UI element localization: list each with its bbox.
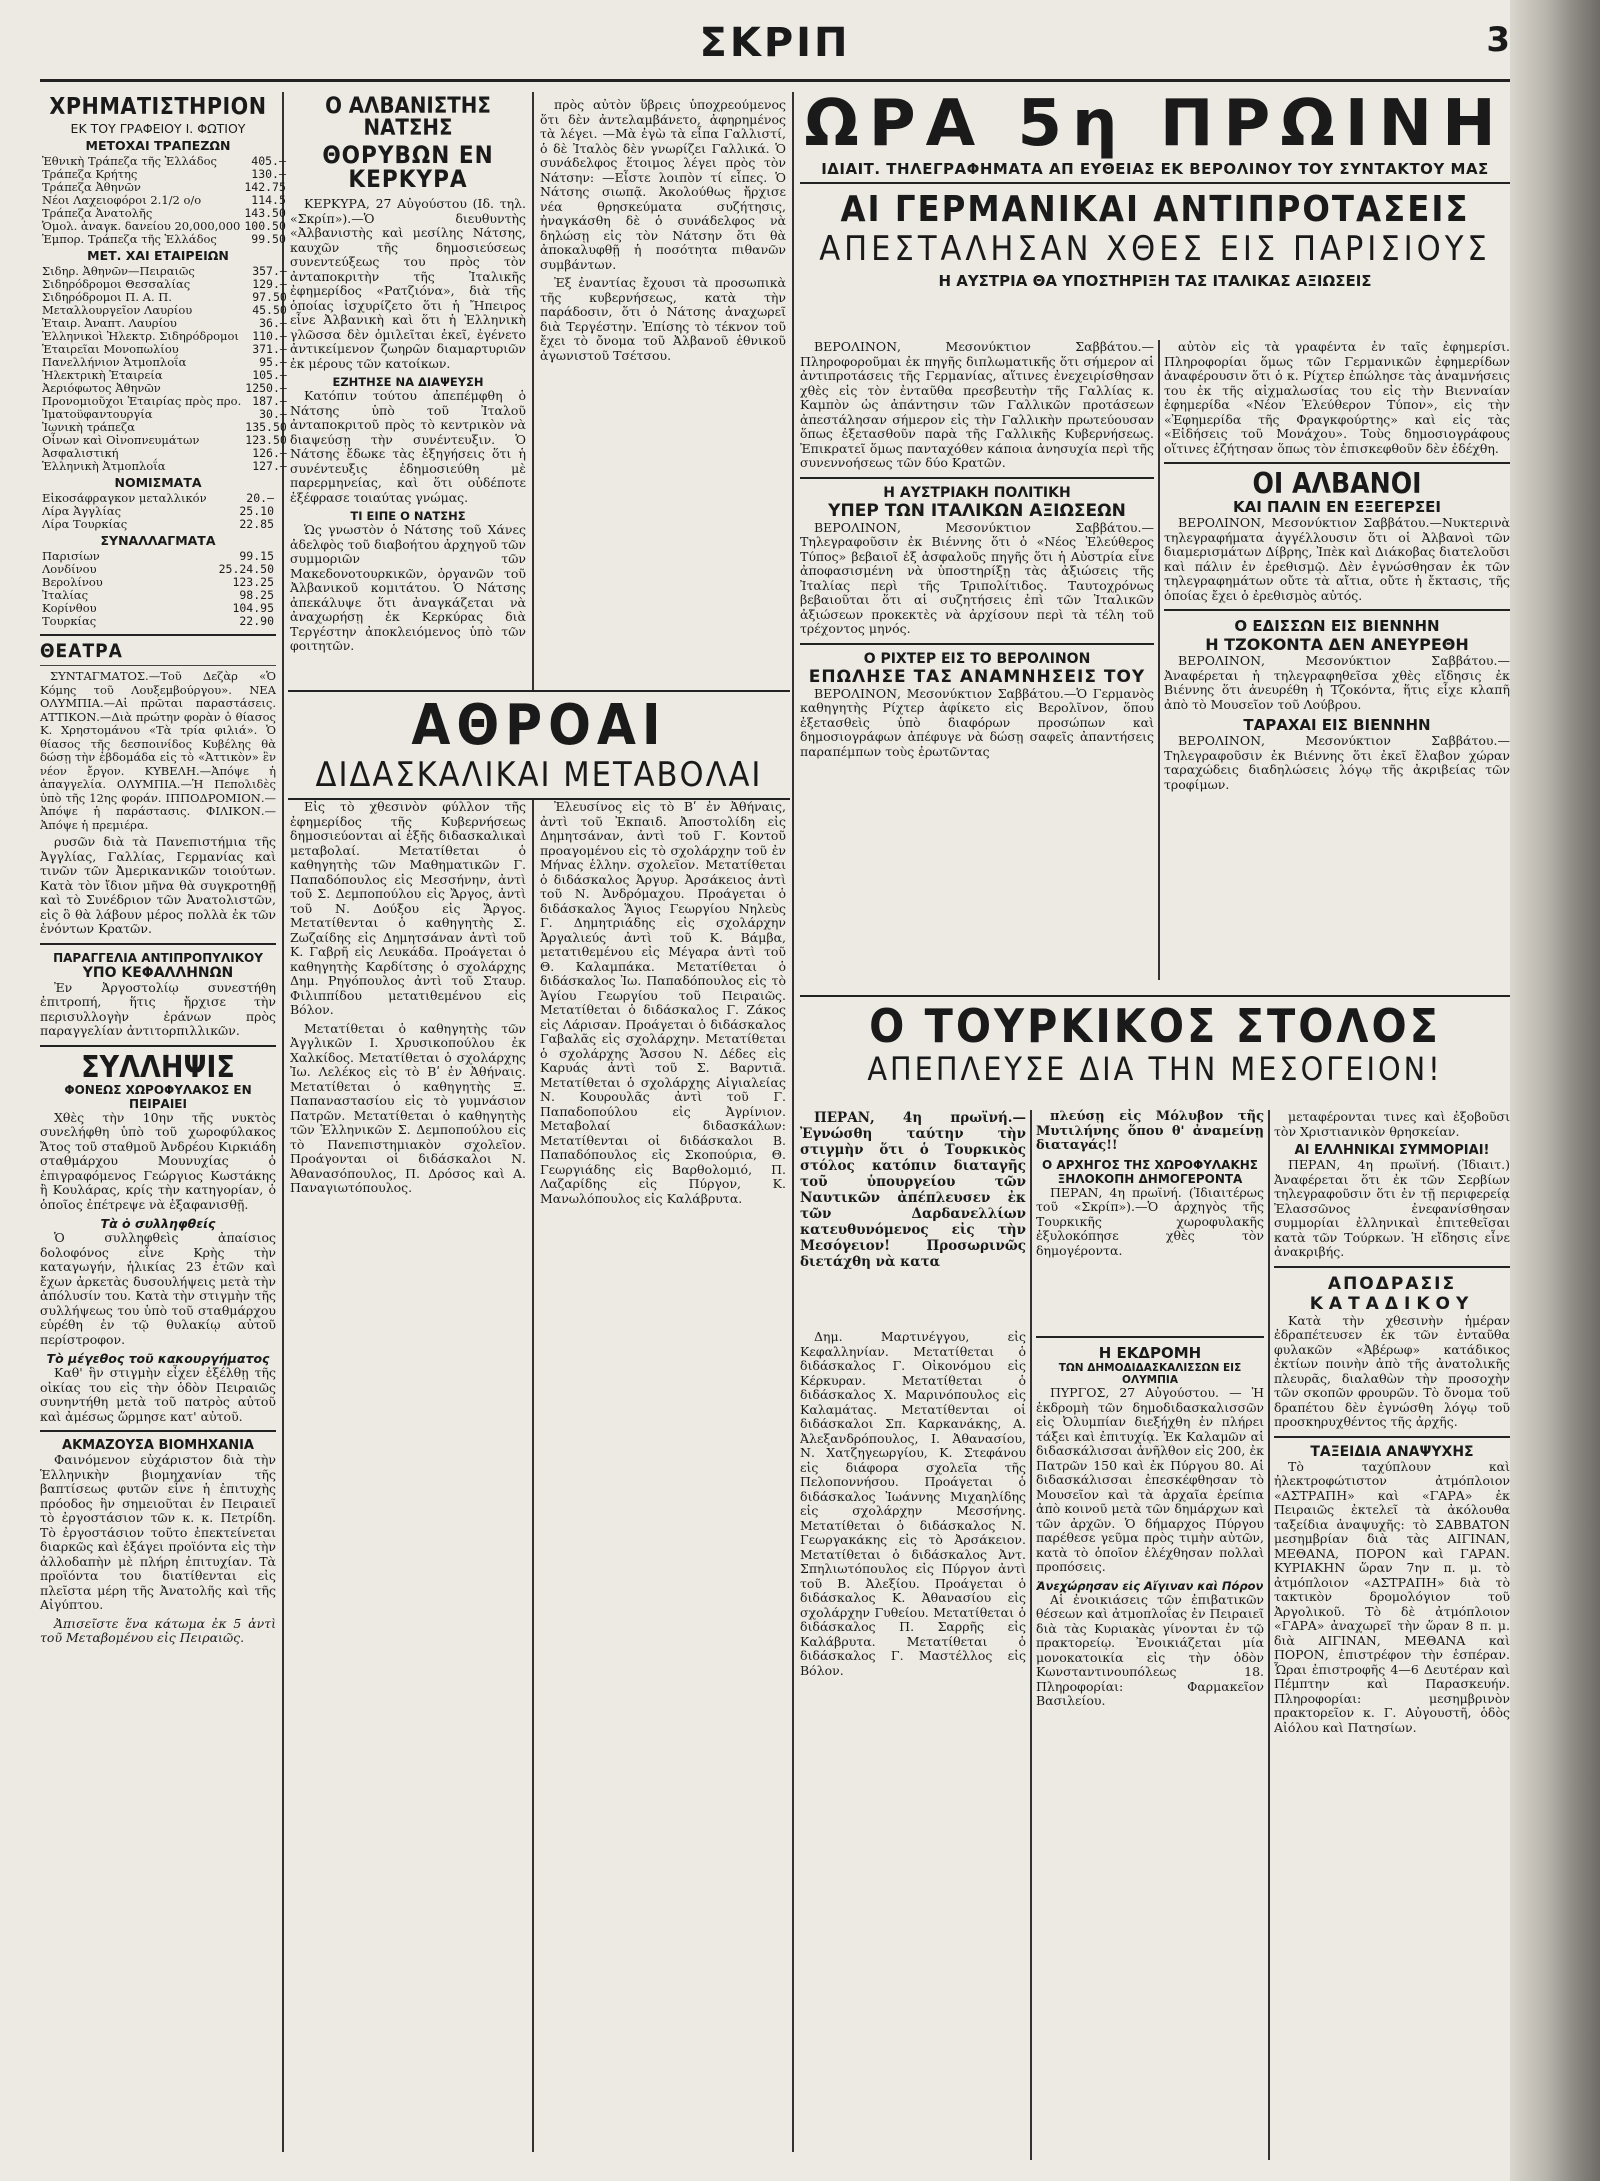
column-3 (540, 90, 786, 730)
company-rate-row-label: Ἑλληνικὴ Ἀτμοπλοΐα (42, 459, 166, 473)
exchange-row-value: 123.25 (232, 575, 274, 589)
fleet-headline-box (800, 995, 1510, 1088)
fleet-right-body: μεταφέρονται τινες καὶ ἐξοβοῦσι τὸν Χριστιανικὸν θρησκείαν. (1274, 1109, 1510, 1139)
tobacco-subtitle: Τὸ μέγεθος τοῦ κακουργήματος (46, 1351, 270, 1366)
company-rate-row-label: Ἰματοϋφαντουργία (42, 407, 153, 421)
industry-title: ΑΚΜΑΖΟΥΣΑ ΒΙΟΜΗΧΑΝΙΑ (62, 1438, 254, 1453)
column-rule-5 (1030, 1110, 1032, 2160)
exchange-row-label: Κορίνθου (42, 601, 97, 615)
bank-rate-row-value: 142.75 (244, 180, 286, 194)
gendarmerie-subtitle: ΞΗΛΟΚΟΠΗ ΔΗΜΟΓΕΡΟΝΤΑ (1057, 1171, 1243, 1186)
shipping-title: Ἀνεχώρησαν εἰς Αἴγιναν καὶ Πόρον (1036, 1578, 1264, 1593)
exchange-row-label: Παρισίων (42, 549, 100, 563)
trip-title: Η ΕΚΔΡΟΜΗ (1098, 1344, 1202, 1362)
albanians-title: ΟΙ ΑΛΒΑΝΟΙ (1252, 467, 1422, 500)
austria-subtitle: ΥΠΕΡ ΤΩΝ ΙΤΑΛΙΚΩΝ ΑΞΙΩΣΕΩΝ (828, 500, 1126, 521)
currency-row-label: Λίρα Ἀγγλίας (42, 504, 122, 518)
teachers-column-b (540, 800, 786, 2160)
column-1 (40, 90, 287, 2160)
company-rate-row-label: Σιδηρ. Ἀθηνῶν—Πειραιῶς (42, 264, 195, 278)
bank-rate-row-label: Ἐμπορ. Τράπεζα τῆς Ἑλλάδος (42, 232, 217, 246)
natsis-body: ΚΕΡΚΥΡΑ, 27 Αὐγούστου (Ιδ. τηλ. «Σκρίπ»).—Ὁ διευθυντὴς «Ἀλβανιστὴς καὶ μεσίλης Νάτσης, καυχῶν τῆς δημοσιεύσεως συνεντεύξεως του πρὸς τὸν ἀνταποκριτὴν τῆς Ἰταλικῆς ἐφημερίδος «Ρατζιόνα», διὰ τῆς ὁποίας ἰσχυρίζετο ὅτι ἡ Ἤπειρος εἶνε Ἀλβανικὴ καὶ ὅτι ἡ Ἑλληνικὴ γλῶσσα δὲν ὁμιλεῖται ἐκεῖ, ἐγένετο ἀντικείμενον ζωηρῶν διαμαρτυριῶν ἐκ μέρους τῶν κατοίκων. (290, 196, 526, 371)
natsis-continued: πρὸς αὐτὸν ὕβρεις ὑποχρεούμενος ὅτι δὲν ἀντελαμβάνετο, ἀφηρημένος τὰ λέγει. —Μὰ ἐγὼ τὰ εἶπα Γαλλιστί, ὁ δὲ Ἰταλὸς δὲν γνωρίζει Γαλλικά. Ὁ συνάδελφος ἕτοιμος λέγει πρὸς τὸν Νάτσην: —Εἶστε λοιπὸν τί εἶπες. Ὁ Νάτσης σιωπᾷ. Ἀκολούθως ἤρχισε νέα θρησκεύματα συζήτησις, ἠναγκάσθη δὲ ὁ συνάδελφος νὰ δηλώσῃ εἰς τὸν Νάτσην ὅτι θὰ ἀποκαλυφθῇ ἡ ποσότητα πιθανῶν συμβάντων. (540, 97, 786, 272)
company-rate-row-value: 126.— (252, 446, 287, 460)
escape-title: ΑΠΟΔΡΑΣΙΣ (1327, 1273, 1457, 1294)
albanians-body: ΒΕΡΟΛΙΝΟΝ, Μεσονύκτιον Σαββάτου.—Νυκτερινὰ τηλεγραφήματα ἀγγέλλουσιν ὅτι οἱ Ἀλβανοὶ τῶν διαμερισμάτων Δίβρης, Ἰπὲκ καὶ Διάκοβας διατελοῦσι καὶ πάλιν ἐν ἐρεθισμῷ. Δὲν ἐγνώσθησαν ἐκ τῶν τηλεγραφημάτων οὔτε τὰ αἴτια, οὔτε ἡ ἔκτασις, τῆς ὁποίας ἔχει ὁ ἐρεθισμὸς αὐτός. (1164, 515, 1510, 603)
company-rate-row-label: Σιδηρόδρομοι Π. Α. Π. (42, 290, 172, 304)
bank-rates-table (40, 155, 288, 246)
exchange-row-label: Βερολίνου (42, 575, 103, 589)
fleet-title: Ο ΤΟΥΡΚΙΚΟΣ ΣΤΟΛΟΣ (869, 999, 1441, 1053)
bank-rate-row-value: 100.50 (244, 219, 286, 233)
vienna-title: ΤΑΡΑΧΑΙ ΕΙΣ ΒΙΕΝΝΗΝ (1243, 716, 1431, 734)
company-rate-row-label: Ἑλληνικοὶ Ἠλεκτρ. Σιδηρόδρομοι (42, 329, 239, 343)
masthead-rule (40, 79, 1510, 82)
theatre-title: ΘΕΑΤΡΑ (40, 640, 123, 662)
bank-rate-row-value: 130.— (251, 167, 286, 181)
company-rate-row (40, 460, 289, 473)
exchange-row (40, 615, 276, 628)
prefecture-subtitle: ΥΠΟ ΚΕΦΑΛΛΗΝΩΝ (82, 964, 234, 981)
trip-body: ΠΥΡΓΟΣ, 27 Αὐγούστου. — Ἡ ἐκδρομὴ τῶν δημοδιδασκαλισσῶν εἰς Ὀλυμπίαν διεξήχθη ἐν πλήρει τάξει καὶ ἐπιτυχίᾳ. Ἐκ Καλαμῶν αἱ διδασκάλισσαι ἀνῆλθον εἰς 200, ἐκ Πατρῶν 150 καὶ ἐκ Πύργου 80. Αἱ διδασκάλισσαι ἐπεσκέφθησαν τὸ Μουσεῖον καὶ τὰ ἀρχαῖα ἐρείπια ἀπὸ κοινοῦ μετὰ τῶν δημάρχων καὶ τῶν ἀρχῶν. Ὁ δήμαρχος Πύργου παρέθεσε γεῦμα πρὸς τιμὴν αὐτῶν, κατὰ τὸ ὁποῖον ἐλέχθησαν πολλαὶ προπόσεις. (1036, 1385, 1264, 1574)
banks-section-title: ΜΕΤΟΧΑΙ ΤΡΑΠΕΖΩΝ (85, 138, 231, 153)
exchange-row-label: Λονδίνου (42, 562, 97, 576)
column-4 (800, 340, 1154, 980)
theatre-more: ρυσῶν διὰ τὰ Πανεπιστήμια τῆς Ἀγγλίας, Γαλλίας, Γερμανίας καὶ τινῶν τῶν Ἀμερικανικῶν τοιούτων. Κατὰ τὸν ἴδιον μῆνα θὰ συγκροτηθῇ καὶ τὸ Συνέδριον τῶν Ἀνατολιστῶν, εἰς ὃ θὰ λάβουν μέρος πολλὰ ἐκ τῶν ἐνόντων Κρατῶν. (40, 834, 276, 936)
bank-rate-row-label: Τράπεζα Ἀθηνῶν (42, 180, 141, 194)
company-rate-row-label: Μεταλλουργεῖον Λαυρίου (42, 303, 193, 317)
prefecture-body: Ἐν Ἀργοστολίῳ συνεστήθη ἐπιτροπή, ἥτις ἤρχισε τὴν περισυλλογὴν ἐράνων πρὸς παραγγελίαν ἀντιτορπιλλικῶν. (40, 979, 276, 1038)
teachers-title: ΑΘΡΟΑΙ (411, 693, 667, 758)
escape-subtitle: ΚΑΤΑΔΙΚΟΥ (1309, 1293, 1475, 1314)
richter-continued: αὐτὸν εἰς τὰ γραφέντα ἐν ταῖς ἐφημερίσι. Πληροφορίαι ὅμως τῶν Γερμανικῶν ἐφημερίδων ἀναφέρουσιν ὅτι ὁ κ. Ρίχτερ ἐπώλησε τὰς ἀναμνήσεις του ἐκ τῆς αἰχμαλωσίας του εἰς τὴν Βιενναίαν ἐφημερίδα «Νέον Ἐλεύθερον Τύπον», εἰς τὴν «Ἐφημερίδα τῆς Φραγκφούρτης» καὶ εἰς τὰς «Εἰδήσεις τοῦ Μονάχου». Τοὺς δημοσιογράφους οἵτινες ἐζήτησαν ὅπως τὸν ἐπισκεφθοῦν δὲν ἐδέχθη. (1164, 339, 1510, 456)
company-rate-row-label: Ἑταιρ. Ἀναπτ. Λαυρίου (42, 316, 177, 330)
austria-title: Η ΑΥΣΤΡΙΑΚΗ ΠΟΛΙΤΙΚΗ (883, 484, 1071, 501)
signature-line: Ἀπισεῖστε ἕνα κάτωμα ἐκ 5 ἀντὶ τοῦ Μεταβομένου εἰς Πειραιῶς. (40, 1615, 276, 1645)
company-rate-row-label: Σιδηρόδρομοι Θεσσαλίας (42, 277, 191, 291)
company-rate-row-value: 105.— (252, 368, 287, 382)
company-rate-row-value: 97.50 (252, 290, 287, 304)
currency-section-title: ΝΟΜΙΣΜΑΤΑ (114, 475, 202, 490)
exchange-row-label: Ἰταλίας (42, 588, 89, 602)
column-5-top (1164, 340, 1510, 980)
arrests-detail: Ὁ συλληφθεὶς ἀπαίσιος δολοφόνος εἶνε Κρὴς τὴν καταγωγήν, ἡλικίας 23 ἐτῶν καὶ ἔχων ἀρκετὰς δυσουλήψεις μετὰ τὴν ἀπόλυσίν του. Κατὰ τὴν στιγμὴν τῆς συλλήψεως του ὑπὸ τοῦ σταθμάρχου εὑρέθη ἐν τῷ θυλακίῳ αὐτοῦ περίστροφον. (40, 1230, 276, 1347)
bands-body: ΠΕΡΑΝ, 4η πρωϊνή. (Ἰδιαιτ.) Ἀναφέρεται ὅτι ἐκ τῶν Σερβίων τηλεγραφοῦσιν ὅτι ἐν τῇ περιφερείᾳ Ἐλασσῶνος ἐνεφανίσθησαν συμμορίαι ἐλληνικαὶ ἐπιτεθεῖσαι κατὰ τῶν Τούρκων. Ἡ εἴδησις εἶνε ἀνακριβής. (1274, 1157, 1510, 1259)
gendarmerie-body: ΠΕΡΑΝ, 4η πρωϊνή. (Ἰδιαιτέρως τοῦ «Σκρίπ»).—Ὁ ἀρχηγὸς τῆς Τουρκικῆς χωροφυλακῆς ἐξυλοκόπησε χθὲς τὸν δημογέροντα. (1036, 1184, 1264, 1258)
prefecture-title: ΠΑΡΑΓΓΕΛΙΑ ΑΝΤΙΠΡΟΠΥΛΙΚΟΥ (53, 950, 263, 965)
bank-rate-row-value: 99.50 (251, 232, 286, 246)
teachers-body-d: Δημ. Μαρτινέγγου, εἰς Κεφαλληνίαν. Μετατίθεται ὁ διδάσκαλος Γ. Οἰκονόμου εἰς Κέρκυραν. Μετατίθεται ὁ διδάσκαλος Χ. Μαρινόπουλος εἰς Καλαμάτας. Μετατίθενται οἱ διδάσκαλοι Σπ. Καρκανάκης, Α. Ἀλεξανδρόπουλος, Ι. Ἀθανασίου, Ν. Χατζηγεωργίου, Κ. Στεφάνου εἰς διάφορα σχολεῖα τῆς Πελοποννήσου. Προάγεται ὁ διδάσκαλος Ἰωάννης Μιχαηλίδης εἰς σχολάρχην Μεσσήνης. Μετατίθεται ὁ διδάσκαλος Ν. Γεωργακάκης εἰς τὸ Ἀρσάκειον. Μετατίθεται ὁ διδάσκαλος Ἀντ. Σπηλιωτόπουλος εἰς Πύργον ἀντὶ τοῦ Β. Ἀλεξίου. Προάγεται ὁ διδάσκαλος Κ. Ἀθανασίου εἰς σχολάρχην Γυθείου. Μετατίθεται ὁ διδάσκαλος Π. Σαρρῆς εἰς Καλάβρυτα. Μετατίθεται ὁ διδάσκαλος Γ. Μαστέλλος εἰς Βόλον. (800, 1329, 1026, 1678)
natsis-box-body: Κατόπιν τούτου ἀπεπέμφθη ὁ Νάτσης ὑπὸ τοῦ Ἰταλοῦ ἀνταποκριτοῦ πρὸς τὸ κεντρικὸν νὰ διαψεύσῃ τὴν συνέντευξιν. Ὁ Νάτσης ἔδωκε τὰς ἐξηγήσεις ὅτι ἡ συνέντευξις ἐδημοσιεύθη μὲ παρερμηνείας, καὶ ὅτι οὐδέποτε ἐξέφρασε τοιαύτας γνώμας. (290, 388, 526, 505)
bank-rate-row-value: 143.50 (244, 206, 286, 220)
arrests-detail-title: Τὰ ὁ συλληφθείς (100, 1216, 216, 1231)
natsis-box-title: ΕΖΗΤΗΣΕ ΝΑ ΔΙΑΨΕΥΣΗ (332, 375, 484, 389)
currency-row-value: 22.85 (239, 517, 274, 531)
teachers-column-c (800, 1330, 1026, 2160)
exchange-section-title: ΣΥΝΑΛΛΑΓΜΑΤΑ (100, 533, 216, 548)
arrests-title: ΣΥΛΛΗΨΙΣ (81, 1049, 235, 1085)
fleet-subtitle: ΑΠΕΠΛΕΥΣΕ ΔΙΑ ΤΗΝ ΜΕΣΟΓΕΙΟΝ! (867, 1050, 1443, 1088)
industry-body: Φαινόμενον εὐχάριστον διὰ τὴν Ἑλληνικὴν βιομηχανίαν τῆς βαπτίσεως φυτῶν εἶνε ἡ ἐπιτυχὴς πρόοδος ἣν σημειοῦται ἐν Πειραιεῖ τὸ ἐργοστάσιον τῶν κ. κ. Πετρίδη. Τὸ ἐργοστάσιον τοῦτο ἐπεκτείνεται διαρκῶς καὶ ἐξάγει προϊόντα εἰς τὴν ἀλλοδαπὴν μὲ πλήρη ἐπιτυχίαν. Τὰ προϊόντα του διατίθενται εἰς πλεῖστα μέρη τῆς Ἀνατολῆς καὶ τῆς Αἰγύπτου. (40, 1452, 276, 1612)
bands-title: ΑΙ ΕΛΛΗΝΙΚΑΙ ΣΥΜΜΟΡΙΑΙ! (1294, 1143, 1490, 1158)
vienna-body: ΒΕΡΟΛΙΝΟΝ, Μεσονύκτιον Σαββάτου.—Τηλεγραφοῦσιν ἐκ Βιέννης ὅτι ἐκεῖ ἔλαβον χώραν ταραχώδεις διαδηλώσεις λόγῳ τῆς ἀκριβείας τῶν τροφίμων. (1164, 733, 1510, 792)
exchange-row-value: 25.24.50 (218, 562, 274, 576)
column-6 (1274, 1110, 1510, 2160)
newspaper-title: ΣΚΡΙΠ (699, 20, 851, 66)
german-title-2: ΑΠΕΣΤΑΛΗΣΑΝ ΧΘΕΣ ΕΙΣ ΠΑΡΙΣΙΟΥΣ (819, 229, 1491, 269)
bank-rate-row (40, 233, 288, 246)
richter-subtitle: ΕΠΩΛΗΣΕ ΤΑΣ ΑΝΑΜΝΗΣΕΙΣ ΤΟΥ (808, 666, 1146, 687)
company-rate-row-value: 357.— (252, 264, 287, 278)
company-rate-row-value: 187.— (252, 394, 287, 408)
natsis-box2-title: ΤΙ ΕΙΠΕ Ο ΝΑΤΣΗΣ (350, 509, 466, 523)
column-rule-6 (1268, 1110, 1270, 2160)
fleet-continued: πλεύσῃ εἰς Μόλυβον τῆς Μυτιλήνης ὅπου θ' ἀναμείνῃ διαταγάς!! (1036, 1109, 1264, 1153)
natsis-title: Ο ΑΛΒΑΝΙΣΤΗΣ ΝΑΤΣΗΣ (325, 94, 491, 141)
exchange-row-value: 98.25 (239, 588, 274, 602)
tobacco-body: Καθ' ἣν στιγμὴν εἶχεν ἐξέλθῃ τῆς οἰκίας του εἰς τὴν ὁδὸν Πειραιῶς συνηντήθη μετὰ τοῦ πατρὸς αὐτοῦ καὶ ἀμέσως ὥρμησε κατ' αὐτοῦ. (40, 1365, 276, 1424)
bank-rate-row-label: Τράπεζα Ἀνατολῆς (42, 206, 153, 220)
companies-section-title: ΜΕΤ. ΧΑΙ ΕΤΑΙΡΕΙΩΝ (87, 248, 229, 263)
masthead (40, 12, 1510, 82)
fleet-column-b (1036, 1110, 1264, 1330)
german-subtitle: Η ΑΥΣΤΡΙΑ ΘΑ ΥΠΟΣΤΗΡΙΞΗ ΤΑΣ ΙΤΑΛΙΚΑΣ ΑΞΙΩΣΕΙΣ (938, 272, 1372, 290)
teachers-subtitle: ΔΙΔΑΣΚΑΛΙΚΑΙ ΜΕΤΑΒΟΛΑΙ (315, 755, 763, 795)
richter-title: Ο ΡΙΧΤΕΡ ΕΙΣ ΤΟ ΒΕΡΟΛΙΝΟΝ (863, 650, 1091, 667)
trip-subtitle: ΤΩΝ ΔΗΜΟΔΙΔΑΣΚΑΛΙΣΣΩΝ ΕΙΣ ΟΛΥΜΠΙΑ (1058, 1362, 1242, 1386)
late-news-title: ΩΡΑ 5η ΠΡΩΙΝΗ (804, 87, 1506, 161)
natsis-subtitle: ΘΟΡΥΒΩΝ ΕΝ ΚΕΡΚΥΡΑ (322, 141, 494, 193)
company-rate-row-value: 127.— (252, 459, 287, 473)
company-rate-row-label: Ἠλεκτρικὴ Ἑταιρεία (42, 368, 163, 382)
exchange-title: ΧΡΗΜΑΤΙΣΤΗΡΙΟΝ (49, 94, 267, 120)
german-title: ΑΙ ΓΕΡΜΑΝΙΚΑΙ ΑΝΤΙΠΡΟΤΑΣΕΙΣ (840, 189, 1470, 230)
teachers-body-b: Μετατίθεται ὁ καθηγητὴς τῶν Ἀγγλικῶν Ι. Χρυσικοπούλου ἐκ Χαλκίδος. Μετατίθεται ὁ σχολάρχης Ἰω. Λελέκος εἰς τὸ Βʹ ἐν Ἀθήναις. Μετατίθεται ὁ καθηγητὴς Ξ. Παπαναστασίου εἰς τὸ γυμνάσιον Πατρῶν. Μετατίθεται ὁ καθηγητὴς τῶν Ἑλληνικῶν Σ. Δεμποπούλου εἰς τὸ Πανεπιστημιακὸν σχολεῖον. Προάγονται οἱ διδάσκαλοι Ν. Ἀθανασόπουλος, Π. Δρόσος καὶ Α. Παναγιωτόπουλος. (290, 1020, 526, 1195)
page-number: 3 (1486, 20, 1510, 60)
bank-rate-row-label: Ἐθνικὴ Τράπεζα τῆς Ἑλλάδος (42, 154, 217, 168)
gioconda-body: ΒΕΡΟΛΙΝΟΝ, Μεσονύκτιον Σαββάτου.—Ἀναφέρεται ἡ τηλεγραφηθεῖσα χθὲς εἴδησις ἐκ Βιέννης ὅτι ἀνευρέθη ἡ Τζοκόντα, ἥτις εἶχε κλαπῆ ἀπὸ τὸ Μουσεῖον τοῦ Λούβρου. (1164, 653, 1510, 712)
escape-body: Κατὰ τὴν χθεσινὴν ἡμέραν ἐδραπέτευσεν ἐκ τῶν ἐνταῦθα φυλακῶν «Ἀβέρωφ» κατάδικος ἐκτίων ποινὴν ἀπὸ τῆς ἀνατολικῆς πλευρᾶς, διαλαθὼν τὴν προσοχὴν τῶν σκοπῶν φρουρῶν. Τὸ ὄνομα τοῦ δραπέτου δὲν ἐγνώσθη λόγῳ τοῦ προσκηρυχθέντος τῆς ἀρχῆς. (1274, 1312, 1510, 1429)
arrests-body: Χθὲς τὴν 10ην τῆς νυκτὸς συνελήφθη ὑπὸ τοῦ χωροφύλακος Ἄτος τοῦ σταθμοῦ Ἀνδρέου Κιρκιάδη σταθμάρχου Μουνυχίας ὁ ἐπιγραφόμενος Γεώργιος Κωστάκης ἢ Κουλάρας, κρίς τὴν κατηγορίαν, ὁ ὁποῖος ἐπέτρεψε νὰ ἐξαφανισθῇ. (40, 1109, 276, 1212)
late-news-subtitle: ΙΔΙΑΙΤ. ΤΗΛΕΓΡΑΦΗΜΑΤΑ ΑΠ ΕΥΘΕΙΑΣ ΕΚ ΒΕΡΟΛΙΝΟΥ ΤΟΥ ΣΥΝΤΑΚΤΟΥ ΜΑΣ (800, 160, 1510, 184)
bank-rate-row-label: Νέοι Λαχειοφόροι 2.1/2 ο/ο (42, 193, 202, 207)
arrests-subtitle: ΦΟΝΕΩΣ ΧΩΡΟΦΥΛΑΚΟΣ ΕΝ ΠΕΙΡΑΙΕΙ (64, 1082, 252, 1111)
company-rate-row-label: Ἀσφαλιστική (42, 446, 119, 460)
bank-rate-row-label: Ὁμολ. ἀναγκ. δανείου 20,000,000 (42, 219, 241, 233)
company-rate-row-label: Προνομιοῦχοι Ἑταιρίας πρὸς προ. (42, 394, 242, 408)
austria-body: ΒΕΡΟΛΙΝΟΝ, Μεσονύκτιον Σαββάτου.—Τηλεγραφοῦσιν ἐκ Βιέννης ὅτι ὁ «Νέος Ἐλεύθερος Τύπος» βεβαιοῖ ἐξ ἀσφαλοῦς πηγῆς ὅτι ἡ Αὐστρία εἶνε ἀποφασισμένη νὰ ὑποστηρίξῃ τὰς ἀξιώσεις τῆς Ἰταλίας περὶ τῆς Τριπολίτιδος. Ταυτοχρόνως βεβαιοῦται ὅτι αἱ συζητήσεις ἐπὶ τῶν Ἰταλικῶν ἀξιώσεων προκεκτὲς νὰ ἀρχίσουν περὶ τὰ τέλη τοῦ τρέχοντος μηνός. (800, 519, 1154, 636)
natsis-box2-body: Ὡς γνωστὸν ὁ Νάτσης τοῦ Χάνες ἀδελφὸς τοῦ διαβοήτου ἀρχηγοῦ τῶν συμμοριῶν τῶν Μακεδονοτουρκικῶν, ὀργανῶν τοῦ Ἀλβανικοῦ κομιτάτου. Ὁ Νάτσης ἀπεκάλυψε ὅτι ἀναγκάζεται νὰ ἀναχωρήσῃ ἐκ Κερκύρας διὰ Τεργέστην ἀποκλειόμενος ὑπὸ τῶν φοιτητῶν. (290, 522, 526, 653)
bank-rate-row-value: 114.5 (251, 193, 286, 207)
currency-row-value: 25.10 (239, 504, 274, 518)
currency-table (40, 492, 276, 531)
company-rate-row-value: 36.— (259, 316, 287, 330)
german-body: ΒΕΡΟΛΙΝΟΝ, Μεσονύκτιον Σαββάτου.—Πληροφοροῦμαι ἐκ πηγῆς διπλωματικῆς ὅτι σήμερον αἱ ἀντιπροτάσεις τῆς Γερμανίας, αἵτινες ἐνεχειρίσθησαν χθὲς εἰς τὸν ἐνταῦθα πρεσβευτὴν τῆς Γαλλίας κ. Καμπὸν ὡς ἀπάντησιν τῶν Γαλλικῶν προτάσεων ἀπεστάλησαν σήμερον εἰς τὴν Γαλλικὴν πρωτεύουσαν ὅπως ἐξετασθοῦν παρὰ τῆς Γαλλικῆς Κυβερνήσεως. Ἐπικρατεῖ ὅμως πανταχόθεν κάποια ἀνησυχία περὶ τῆς συνεννοήσεως τῶν δύο Κρατῶν. (800, 339, 1154, 470)
shipping-body: Αἱ ἐνοικιάσεις τῶν ἐπιβατικῶν θέσεων καὶ ἀτμοπλοΐας ἐν Πειραιεῖ διὰ τὰς Κυριακὰς γίνονται ἐν τῷ πρακτορείῳ. Ἐνοικιάζεται μία μονοκατοικία εἰς τὴν ὁδὸν Κωνσταντινουπόλεως 18. Πληροφορίαι: Φαρμακεῖον Βασιλείου. (1036, 1591, 1264, 1708)
company-rate-row-label: Ἰωνικὴ τράπεζα (42, 420, 136, 434)
gendarmerie-title: Ο ΑΡΧΗΓΟΣ ΤΗΣ ΧΩΡΟΦΥΛΑΚΗΣ (1041, 1157, 1259, 1172)
column-rule-3 (792, 92, 794, 2152)
exchange-row-value: 104.95 (232, 601, 274, 615)
column-rule-2 (532, 92, 534, 2152)
theatre-body: ΣΥΝΤΑΓΜΑΤΟΣ.—Τοῦ Δεζὰρ «Ὁ Κόμης τοῦ Λουξεμβούργου». ΝΕΑ ΟΛΥΜΠΙΑ.—Αἱ πρῶται παραστάσεις. ΑΤΤΙΚΟΝ.—Διὰ πρώτην φορὰν ὁ θίασος Κ. Χρηστομάνου «Τὰ τρία φιλιά». Ὁ θίασος τῆς δεσποινίδος Κυβέλης θὰ δώσῃ τὴν ἑβδομάδα εἰς τὸ «Ἀττικὸν» ἓν νέον ἔργον. ΚΥΒΕΛΗ.—Ἀπόψε ἡ ἀπαγγελία. ΟΛΥΜΠΙΑ.—Ἡ Πεπολιδὲς ὑπὸ τῆς 12ης φοράν. ΙΠΠΟΔΡΟΜΙΟΝ.—Ἀπόψε ἡ παράστασις. ΦΙΛΙΚΟΝ.—Ἀπόψε ἡ πρεμιέρα. (40, 669, 276, 832)
trips-body: Τὸ ταχύπλουν καὶ ἠλεκτροφώτιστον ἀτμόπλοιον «ΑΣΤΡΑΠΗ» καὶ «ΓΑΡΑ» ἐκ Πειραιῶς ἐκτελεῖ τὰ ἀκόλουθα ταξείδια ἀναψυχῆς: τὸ ΣΑΒΒΑΤΟΝ μεσημβρίαν διὰ τὰς ΑΙΓΙΝΑΝ, ΜΕΘΑΝΑ, ΠΟΡΟΝ καὶ ΓΑΡΑΝ. ΚΥΡΙΑΚΗΝ ὥραν 7ην π. μ. τὸ ἀτμόπλοιον «ΑΣΤΡΑΠΗ» διὰ τὸ τακτικὸν δρομολόγιον τοῦ Ἀργολικοῦ. Τὸ δὲ ἀτμόπλοιον «ΓΑΡΑ» ἀναχωρεῖ τὴν ὥραν 8 π. μ. διὰ ΑΙΓΙΝΑΝ, ΜΕΘΑΝΑ καὶ ΠΟΡΟΝ, ἐπιστρέφον τὴν ἑσπέραν. Ὧραι ἐπιστροφῆς 4—6 Δευτέραν καὶ Πέμπτην καὶ Παρασκευήν. Πληροφορίαι: μεσημβρινὸν πρακτορεῖον κ. Γ. Αὐγουστῆ, ὁδὸς Αἰόλου καὶ Πατησίων. (1274, 1458, 1510, 1735)
company-rate-row-value: 30.— (259, 407, 287, 421)
fleet-column-a (800, 1110, 1026, 1330)
late-news-header (800, 87, 1510, 290)
company-rate-row-value: 45.50 (252, 303, 287, 317)
trip-column (1036, 1330, 1264, 2160)
company-rate-row-value: 95.— (259, 355, 287, 369)
exchange-row-value: 22.90 (239, 614, 274, 628)
company-rate-row-label: Οἶνων καὶ Οἰνοπνευμάτων (42, 433, 200, 447)
company-rate-row-label: Ἑταιρεῖαι Μονοπωλίου (42, 342, 179, 356)
natsis-conclusion: Ἐξ ἐναντίας ἔχουσι τὰ προσωπικὰ τῆς κυβερνήσεως, κατὰ τὴν παράδοσιν, ὅτι ὁ Νάτσης ἀναχωρεῖ διὰ Τεργέστην. Ἐπίσης τὸ τέκνον τοῦ ἔχει τὸ ὄνομα τοῦ Ἀλβανοῦ ἐθνικοῦ ἀγωνιστοῦ Τσέτσου. (540, 275, 786, 363)
company-rate-row-label: Πανελλήνιον Ἀτμοπλοΐα (42, 355, 187, 369)
teachers-body-c: Ἐλευσίνος εἰς τὸ Βʹ ἐν Ἀθήναις, ἀντὶ τοῦ Ἐκπαιδ. Ἀποστολίδη εἰς Δημητσάναν, ἀντὶ τοῦ Γ. Κοντοῦ προαγομένου εἰς τὸ σχολάρχην τοῦ ἐν Μήνας ἑλλην. σχολεῖον. Μετατίθεται ὁ διδάσκαλος Ἀργυρ. Ἀρσάκειος ἀντὶ τοῦ Ν. Ἀνδρόμαχου. Προάγεται ὁ διδάσκαλος Ἅγιος Γεωργίου Νηλεὺς Γ. Δημητριάδης εἰς σχολάρχην Ἀργαλιεύς ἀντὶ τοῦ Κ. Βάμβα, μετατιθεμένου εἰς Μέγαρα ἀντὶ τοῦ Θ. Καλαμπάκα. Μετατίθεται ὁ διδάσκαλος Ἰω. Παπαδόπουλος εἰς τὸ Ἁγίου Γεωργίου τοῦ Πειραιῶς. Μετατίθεται ὁ διδάσκαλος Γ. Ζάκος εἰς Λάρισαν. Προάγεται ὁ διδάσκαλος Γαβαλᾶς εἰς σχολάρχην. Μετατίθεται ὁ σχολάρχης Ἄσσου Ν. Δέδες εἰς Καρυάς ἀντὶ τοῦ Σ. Βαρντιᾶ. Μετατίθεται ὁ σχολάρχης Αἰγιαλείας Ν. Κουρουλᾶς ἀντὶ τοῦ Γ. Παπαδοπούλου εἰς Ἀγρίνιον. Μεταβολαί διδασκάλων: Μετατίθενται οἱ διδάσκαλοι Β. Παπαδόπουλος εἰς Σκοπούρια, Θ. Γεωργιάδης εἰς Βαρθολομιό, Π. Λαζαρίδης εἰς Πύργον, Κ. Μανωλόπουλος εἰς Καλάβρυτα. (540, 799, 786, 1206)
gioconda-title: Η ΤΖΟΚΟΝΤΑ ΔΕΝ ΑΝΕΥΡΕΘΗ (1205, 635, 1469, 654)
albanians-subtitle: ΚΑΙ ΠΑΛΙΝ ΕΝ ΕΞΕΓΕΡΣΕΙ (1232, 498, 1442, 516)
company-rate-row-value: 135.50 (245, 420, 287, 434)
company-rate-row-value: 1250.— (245, 381, 287, 395)
edison-title: Ο ΕΔΙΣΣΩΝ ΕΙΣ ΒΙΕΝΝΗΝ (1234, 617, 1440, 635)
trips-title: ΤΑΞΕΙΔΙΑ ΑΝΑΨΥΧΗΣ (1310, 1443, 1474, 1460)
bank-rate-row-value: 405.— (251, 154, 286, 168)
exchange-table (40, 550, 276, 628)
column-rule-4 (1158, 340, 1160, 980)
currency-row-label: Λίρα Τουρκίας (42, 517, 128, 531)
currency-row (40, 518, 276, 531)
company-rate-row-value: 110.— (252, 329, 287, 343)
company-rate-row-value: 123.50 (245, 433, 287, 447)
company-rate-row-label: Ἀεριόφωτος Ἀθηνῶν (42, 381, 161, 395)
binding-shadow (1510, 0, 1600, 2181)
exchange-row-value: 99.15 (239, 549, 274, 563)
richter-body: ΒΕΡΟΛΙΝΟΝ, Μεσονύκτιον Σαββάτου.—Ὁ Γερμανὸς καθηγητὴς Ρίχτερ ἀφίκετο εἰς Βερολῖνον, ὅπου ἐξετασθεὶς ὑπὸ διαφόρων προσώπων καὶ δημοσιογράφων ἀπέφυγε νὰ δώσῃ σαφεῖς ἀπαντήσεις παραπέμπων τοὺς ἐρωτῶντας (800, 685, 1154, 759)
teachers-column-a (290, 800, 526, 2160)
teachers-body-a: Εἰς τὸ χθεσινὸν φύλλον τῆς ἐφημερίδος τῆς Κυβερνήσεως δημοσιεύονται αἱ ἑξῆς διδασκαλικαὶ μεταβολαί. Μετατίθεται ὁ καθηγητὴς τῶν Μαθηματικῶν Γ. Παπαδόπουλος εἰς Μεσσήνην, ἀντὶ τοῦ Σ. Δεμποπούλου εἰς Ἄργος, ἀντὶ τοῦ Ν. Δούξου εἰς Ἄργος. Μετατίθενται ὁ καθηγητὴς Σ. Ζωζαίδης εἰς Δημητσάναν ἀντὶ τοῦ Κ. Γαβρῆ εἰς Λευκάδα. Προάγεται ὁ καθηγητὴς Καρδίτσης ὁ σχολάρχης Δημ. Ρηγόπουλος ἀντὶ τοῦ Σταυρ. Φιλιππίδου μετατιθεμένου εἰς Βόλον. (290, 799, 526, 1017)
company-rate-row-value: 371.— (252, 342, 287, 356)
bank-rate-row-label: Τράπεζα Κρήτης (42, 167, 138, 181)
company-rates-table (40, 265, 289, 473)
currency-row-label: Εἰκοσάφραγκον μεταλλικόν (42, 491, 207, 505)
currency-row-value: 20.— (246, 491, 274, 505)
fleet-body: ΠΕΡΑΝ, 4η πρωϊνή.—Ἐγνώσθη ταύτην τὴν στιγμὴν ὅτι ὁ Τουρκικὸς στόλος κατόπιν διαταγῆς τοῦ ὑπουργείου τῶν Ναυτικῶν ἀπέπλευσεν ἐκ τῶν Δαρδανελλίων κατευθυνόμενος εἰς τὴν Μεσόγειον! Προσωρινῶς διετάχθη νὰ κατα (800, 1110, 1026, 1270)
exchange-row-label: Τουρκίας (42, 614, 97, 628)
exchange-subtitle: ΕΚ ΤΟΥ ΓΡΑΦΕΙΟΥ Ι. ΦΩΤΙΟΥ (70, 121, 246, 136)
company-rate-row-value: 129.— (252, 277, 287, 291)
teachers-headline-box (288, 690, 790, 800)
